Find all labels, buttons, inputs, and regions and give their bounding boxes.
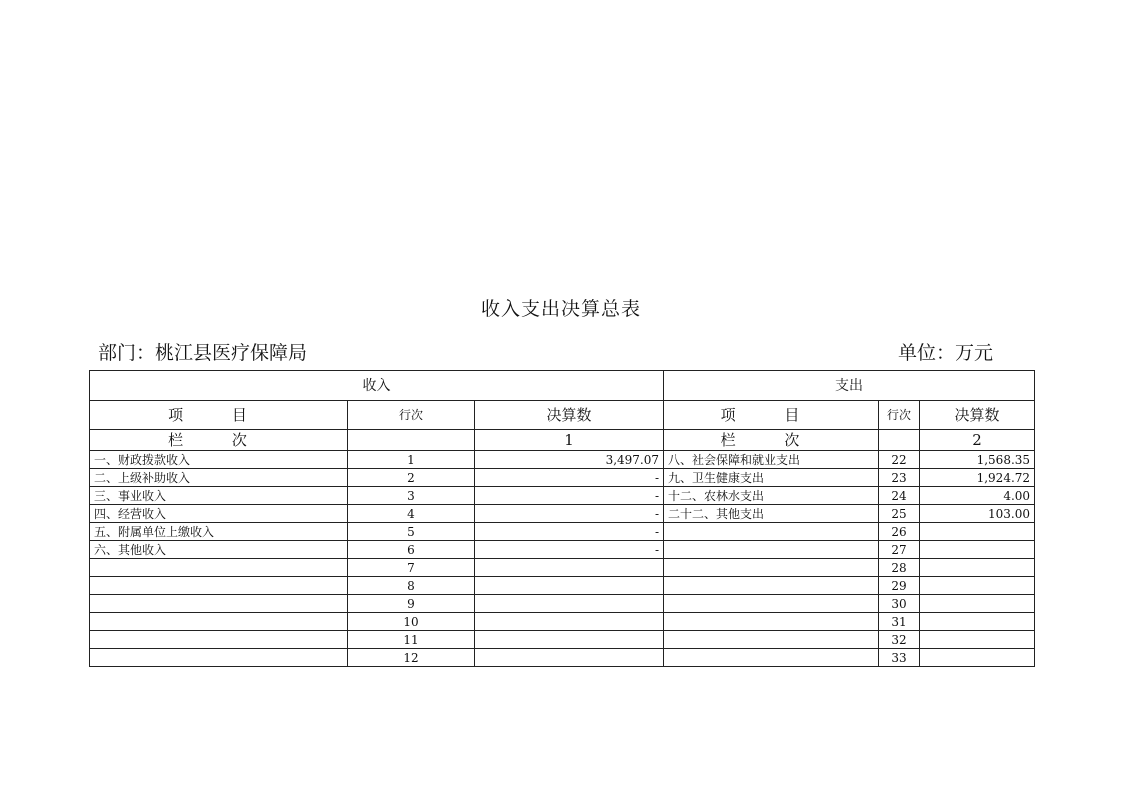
column-number-row: [90, 430, 1035, 451]
income-item-cell: [90, 595, 348, 613]
income-row-no-cell: 4: [348, 505, 475, 523]
expense-amount-cell: [920, 523, 1035, 541]
income-item-cell: [90, 577, 348, 595]
expense-amount-cell: [920, 631, 1035, 649]
table-row: [90, 523, 1035, 541]
expense-amount-cell: 103.00: [920, 505, 1035, 523]
income-amount-cell: -: [475, 541, 664, 559]
income-amount-cell: -: [475, 523, 664, 541]
expense-item-cell: [664, 631, 879, 649]
table-row: [90, 613, 1035, 631]
income-row-no-cell: 10: [348, 613, 475, 631]
table-row: [90, 631, 1035, 649]
income-amount-cell: 3,497.07: [475, 451, 664, 469]
income-row-no-cell: 8: [348, 577, 475, 595]
income-item-header: 项 目: [90, 401, 348, 430]
expense-amount-cell: [920, 649, 1035, 667]
income-item-cell: 三、事业收入: [90, 487, 348, 505]
expense-row-no-cell: 32: [879, 631, 920, 649]
expense-row-no-cell: 27: [879, 541, 920, 559]
expense-col-number: 2: [920, 430, 1035, 451]
income-col-number: 1: [475, 430, 664, 451]
report-title: 收入支出决算总表: [480, 298, 641, 320]
income-row-no-cell: 1: [348, 451, 475, 469]
expense-amount-cell: 1,924.72: [920, 469, 1035, 487]
income-row-no-cell: 7: [348, 559, 475, 577]
expense-row-no-cell: 22: [879, 451, 920, 469]
expense-row-no-header: 行次: [879, 401, 920, 430]
income-row-no-cell: 5: [348, 523, 475, 541]
expense-amount-cell: [920, 541, 1035, 559]
income-row-no-cell: 3: [348, 487, 475, 505]
expense-col-blank: [879, 430, 920, 451]
expense-row-no-cell: 33: [879, 649, 920, 667]
expense-row-no-cell: 29: [879, 577, 920, 595]
income-row-no-cell: 11: [348, 631, 475, 649]
expense-amount-cell: [920, 595, 1035, 613]
expense-amount-header: 决算数: [920, 401, 1035, 430]
income-item-cell: [90, 631, 348, 649]
table-row: [90, 577, 1035, 595]
income-amount-cell: -: [475, 505, 664, 523]
income-item-cell: 六、其他收入: [90, 541, 348, 559]
department-label: 部门：桃江县医疗保障局: [98, 342, 308, 364]
income-item-cell: 二、上级补助收入: [90, 469, 348, 487]
income-item-cell: [90, 649, 348, 667]
income-item-cell: 四、经营收入: [90, 505, 348, 523]
expense-row-no-cell: 26: [879, 523, 920, 541]
expense-row-no-cell: 28: [879, 559, 920, 577]
expense-item-cell: 十二、农林水支出: [664, 487, 879, 505]
expense-col-label: 栏 次: [664, 430, 879, 451]
expense-amount-cell: [920, 559, 1035, 577]
income-col-blank: [348, 430, 475, 451]
income-item-cell: 一、财政拨款收入: [90, 451, 348, 469]
income-expense-table: [89, 370, 1035, 667]
table-row: [90, 469, 1035, 487]
table-row: [90, 541, 1035, 559]
expense-amount-cell: [920, 577, 1035, 595]
expense-amount-cell: 1,568.35: [920, 451, 1035, 469]
unit-label: 单位：万元: [898, 342, 994, 364]
income-amount-cell: [475, 595, 664, 613]
expense-item-cell: [664, 541, 879, 559]
expense-item-cell: [664, 595, 879, 613]
expense-amount-cell: [920, 613, 1035, 631]
income-amount-cell: [475, 649, 664, 667]
income-row-no-cell: 12: [348, 649, 475, 667]
table-row: [90, 451, 1035, 469]
section-header-row: [90, 371, 1035, 401]
income-item-cell: [90, 559, 348, 577]
expense-row-no-cell: 25: [879, 505, 920, 523]
income-col-label: 栏 次: [90, 430, 348, 451]
table-row: [90, 487, 1035, 505]
expense-amount-cell: 4.00: [920, 487, 1035, 505]
expense-item-cell: [664, 559, 879, 577]
expense-item-cell: 二十二、其他支出: [664, 505, 879, 523]
income-amount-cell: [475, 613, 664, 631]
expense-item-cell: [664, 577, 879, 595]
expense-item-cell: [664, 613, 879, 631]
income-row-no-header: 行次: [348, 401, 475, 430]
table-row: [90, 559, 1035, 577]
income-item-cell: [90, 613, 348, 631]
expense-row-no-cell: 31: [879, 613, 920, 631]
income-row-no-cell: 9: [348, 595, 475, 613]
income-row-no-cell: 2: [348, 469, 475, 487]
table-row: [90, 505, 1035, 523]
table-row: [90, 595, 1035, 613]
income-amount-cell: [475, 559, 664, 577]
expense-item-cell: 八、社会保障和就业支出: [664, 451, 879, 469]
expense-item-cell: [664, 523, 879, 541]
table-row: [90, 649, 1035, 667]
expense-item-cell: 九、卫生健康支出: [664, 469, 879, 487]
income-amount-cell: -: [475, 487, 664, 505]
income-amount-header: 决算数: [475, 401, 664, 430]
expense-row-no-cell: 23: [879, 469, 920, 487]
income-row-no-cell: 6: [348, 541, 475, 559]
income-item-cell: 五、附属单位上缴收入: [90, 523, 348, 541]
expense-item-cell: [664, 649, 879, 667]
expense-item-header: 项 目: [664, 401, 879, 430]
income-amount-cell: -: [475, 469, 664, 487]
expense-header: 支出: [664, 371, 1035, 401]
income-amount-cell: [475, 631, 664, 649]
income-amount-cell: [475, 577, 664, 595]
income-header: 收入: [90, 371, 664, 401]
column-header-row: [90, 401, 1035, 430]
expense-row-no-cell: 24: [879, 487, 920, 505]
expense-row-no-cell: 30: [879, 595, 920, 613]
